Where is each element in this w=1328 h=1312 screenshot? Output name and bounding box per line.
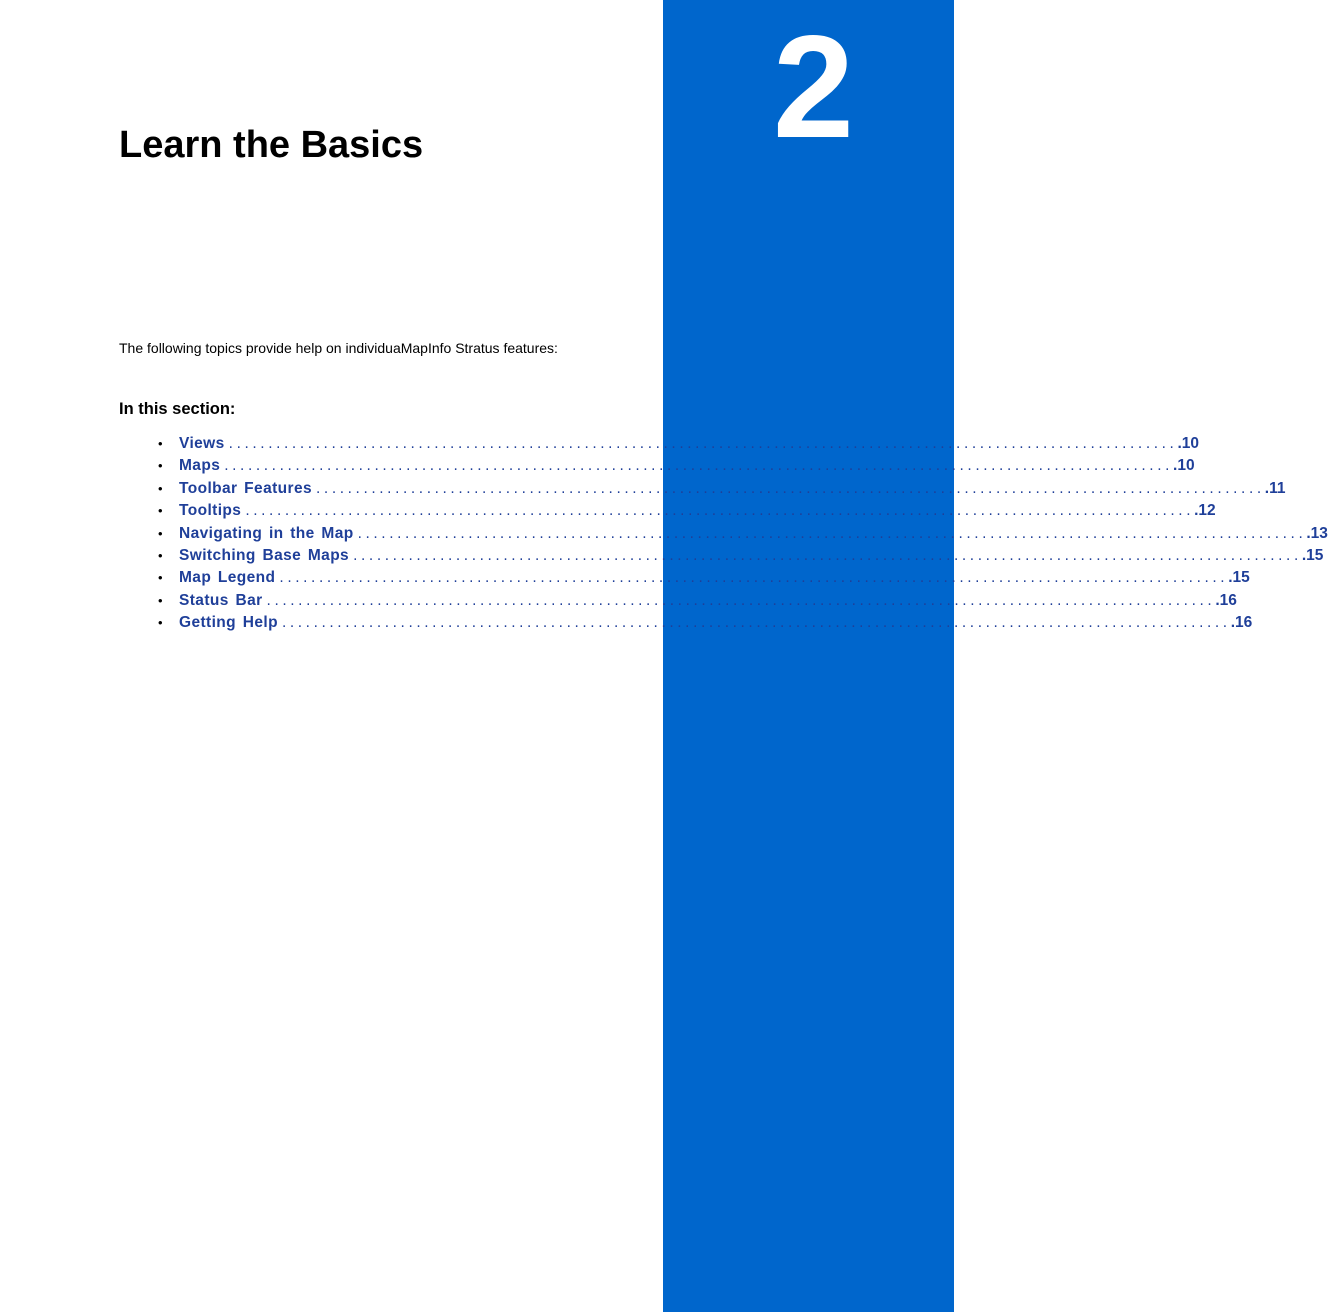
- toc-label: Map Legend: [179, 569, 276, 587]
- page-title: Learn the Basics: [119, 124, 424, 166]
- toc-label: Status Bar: [179, 591, 263, 609]
- toc-item: [155, 433, 1200, 455]
- toc-label: Maps: [179, 457, 221, 475]
- toc-label: Views: [179, 435, 225, 452]
- toc-link-getting-help[interactable]: [179, 612, 1252, 634]
- toc-link-maps[interactable]: [179, 455, 1195, 477]
- bullet-icon: •: [158, 458, 163, 474]
- toc-link-switching-base-maps[interactable]: [179, 545, 1323, 567]
- toc-leader: ........................................................................................................................: [228, 435, 1178, 452]
- toc-page-number: .15: [1301, 546, 1324, 564]
- toc-label: Toolbar Features: [179, 479, 312, 497]
- bullet-icon: •: [158, 547, 163, 563]
- bullet-icon: •: [158, 525, 163, 541]
- toc-page-number: .10: [1177, 435, 1200, 452]
- toc-leader: ........................................................................................................................: [316, 479, 1265, 497]
- toc-page-number: .16: [1215, 591, 1237, 609]
- toc-page-number: .13: [1306, 524, 1328, 542]
- bullet-icon: •: [158, 436, 163, 451]
- toc-label: Switching Base Maps: [179, 546, 350, 564]
- chapter-side-bar: [663, 0, 954, 1312]
- intro-paragraph: The following topics provide help on individuaMapInfo Stratus features:: [119, 340, 558, 356]
- toc-page-number: .10: [1173, 457, 1195, 475]
- toc-label: Getting Help: [179, 614, 278, 632]
- toc-link-status-bar[interactable]: [179, 590, 1237, 612]
- toc-leader: ........................................................................................................................: [224, 457, 1174, 475]
- toc-item: [155, 500, 1216, 522]
- table-of-contents: [155, 433, 1328, 635]
- bullet-icon: •: [158, 615, 163, 631]
- toc-item: [155, 567, 1250, 589]
- toc-item: [155, 478, 1286, 500]
- toc-link-navigating-in-the-map[interactable]: [179, 523, 1328, 545]
- toc-item: [155, 523, 1328, 545]
- toc-leader: ........................................................................................................................: [266, 591, 1216, 609]
- toc-leader: ........................................................................................................................: [353, 546, 1302, 564]
- toc-item: [155, 590, 1237, 612]
- toc-page-number: .12: [1194, 502, 1216, 520]
- toc-item: [155, 612, 1253, 634]
- toc-page-number: .15: [1228, 569, 1250, 587]
- toc-leader: ........................................................................................................................: [245, 502, 1195, 520]
- toc-link-map-legend[interactable]: [179, 567, 1250, 589]
- bullet-icon: •: [158, 503, 163, 519]
- toc-page-number: .16: [1230, 614, 1253, 632]
- chapter-number: 2: [772, 5, 855, 168]
- toc-leader: ........................................................................................................................: [357, 524, 1307, 542]
- bullet-icon: •: [158, 592, 163, 608]
- toc-link-toolbar-features[interactable]: [179, 478, 1285, 500]
- toc-label: Tooltips: [179, 502, 242, 520]
- toc-link-tooltips[interactable]: [179, 500, 1216, 522]
- toc-page-number: .11: [1264, 479, 1286, 497]
- section-heading: In this section:: [119, 400, 236, 418]
- toc-item: [155, 455, 1195, 477]
- toc-item: [155, 545, 1324, 567]
- toc-leader: ........................................................................................................................: [281, 614, 1231, 632]
- toc-label: Navigating in the Map: [179, 524, 354, 542]
- toc-link-views[interactable]: [179, 433, 1199, 455]
- bullet-icon: •: [158, 570, 163, 586]
- toc-leader: ........................................................................................................................: [279, 569, 1229, 587]
- bullet-icon: •: [158, 480, 163, 496]
